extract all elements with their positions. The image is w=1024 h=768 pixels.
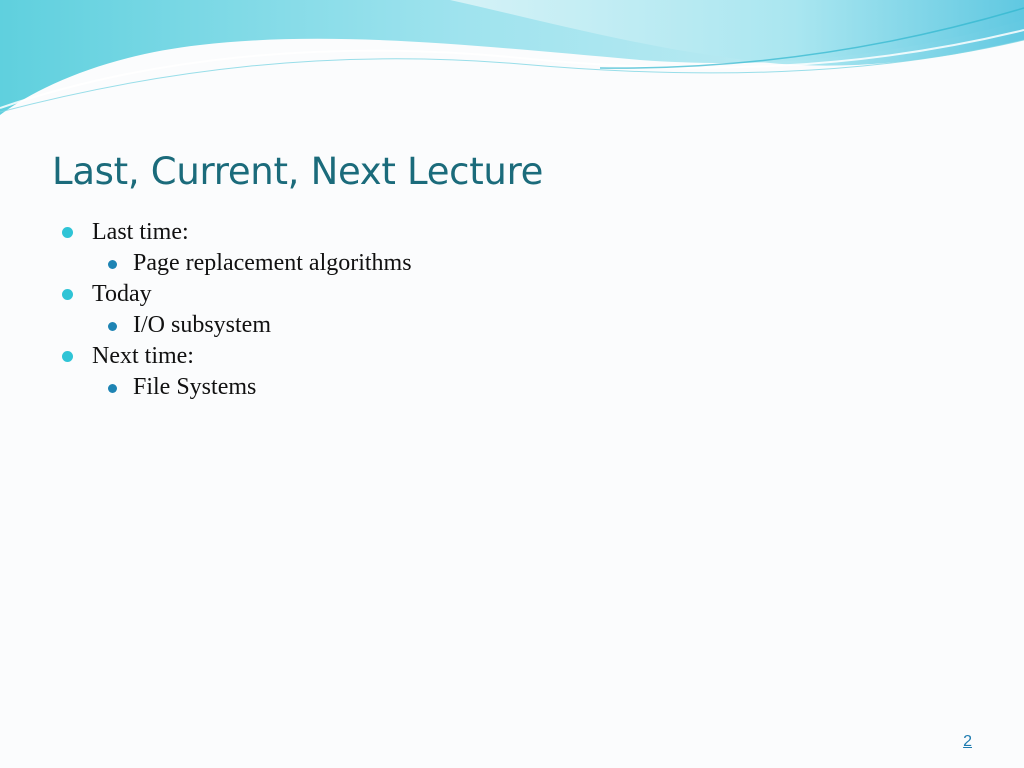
- bullet-list: [62, 217, 412, 403]
- bullet-text: Last time:: [92, 219, 189, 245]
- sub-bullet-item: [92, 310, 412, 341]
- sub-bullet-dot-icon: [108, 384, 117, 393]
- bullet-item-last-time: [62, 217, 412, 279]
- bullet-dot-icon: [62, 351, 73, 362]
- bullet-item-next-time: [62, 341, 412, 403]
- sub-bullet-dot-icon: [108, 260, 117, 269]
- bullet-text: Today: [92, 281, 152, 307]
- page-number-link[interactable]: 2: [963, 733, 972, 750]
- sub-bullet-item: [92, 372, 412, 403]
- header-wave-decoration: [0, 0, 1024, 130]
- sub-bullet-text: File Systems: [133, 374, 257, 400]
- sub-bullet-text: Page replacement algorithms: [133, 250, 412, 276]
- bullet-item-today: [62, 279, 412, 341]
- bullet-dot-icon: [62, 227, 73, 238]
- bullet-text: Next time:: [92, 343, 194, 369]
- sub-bullet-text: I/O subsystem: [133, 312, 271, 338]
- sub-bullet-dot-icon: [108, 322, 117, 331]
- bullet-dot-icon: [62, 289, 73, 300]
- slide-title: Last, Current, Next Lecture: [52, 150, 544, 193]
- sub-bullet-item: [92, 248, 412, 279]
